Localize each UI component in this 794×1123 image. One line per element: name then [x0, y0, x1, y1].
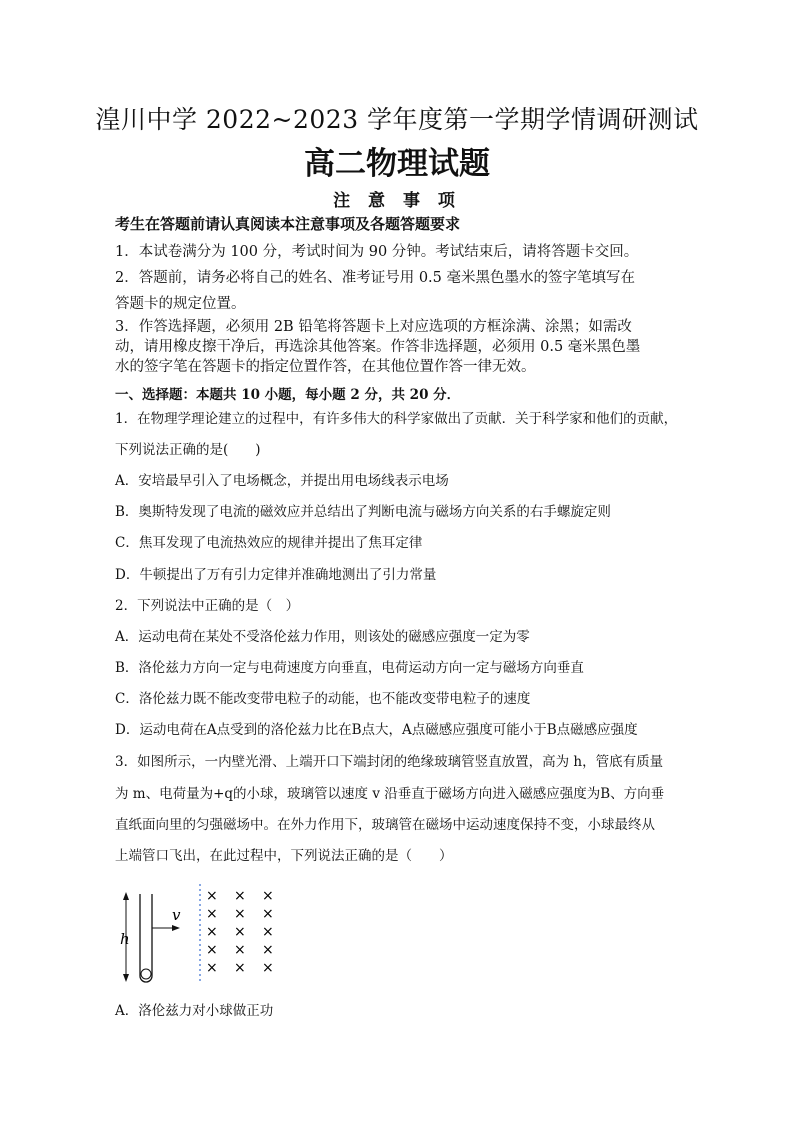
question-2-option-c: C．洛伦兹力既不能改变带电粒子的动能，也不能改变带电粒子的速度: [115, 691, 531, 707]
school-exam-line: 湟川中学 2022~2023 学年度第一学期学情调研测试: [95, 105, 699, 134]
arrow-down-icon: [123, 974, 129, 982]
question-3-stem: 直纸面向里的匀强磁场中。在外力作用下，玻璃管在磁场中运动速度保持不变，小球最终从: [115, 817, 655, 833]
notice-heading: 考生在答题前请认真阅读本注意事项及各题答题要求: [115, 215, 461, 233]
magnetic-field-marks: [206, 888, 274, 976]
question-1-option-c: C．焦耳发现了电流热效应的规律并提出了焦耳定律: [115, 535, 423, 551]
magnetic-field-tube-figure: [110, 884, 280, 984]
velocity-label: v: [172, 906, 181, 924]
question-2-option-a: A．运动电荷在某处不受洛伦兹力作用，则该处的磁感应强度一定为零: [115, 629, 530, 645]
notice-line: 答题卡的规定位置。: [115, 296, 246, 312]
field-cross-mark: ×: [234, 888, 246, 904]
notice-title: 注 意 事 项: [333, 191, 461, 211]
field-cross-mark: ×: [206, 888, 218, 904]
question-2-option-d: D．运动电荷在A点受到的洛伦兹力比在B点大，A点磁感应强度可能小于B点磁感应强度: [115, 722, 638, 738]
question-3-option-a: A．洛伦兹力对小球做正功: [115, 1003, 274, 1019]
section-title: 一、选择题：本题共 10 小题，每小题 2 分，共 20 分．: [115, 387, 461, 403]
question-1-option-b: B．奥斯特发现了电流的磁效应并总结出了判断电流与磁场方向关系的右手螺旋定则: [115, 504, 611, 520]
field-cross-mark: ×: [206, 942, 218, 958]
notice-line: 1．本试卷满分为 100 分，考试时间为 90 分钟。考试结束后，请将答题卡交回。: [115, 244, 639, 260]
question-3-stem: 上端管口飞出，在此过程中，下列说法正确的是（ ）: [115, 848, 453, 864]
field-cross-mark: ×: [234, 960, 246, 976]
field-cross-mark: ×: [262, 888, 274, 904]
field-cross-mark: ×: [262, 924, 274, 940]
field-cross-mark: ×: [234, 942, 246, 958]
field-cross-mark: ×: [234, 924, 246, 940]
height-label: h: [120, 930, 130, 948]
question-1-stem: 下列说法正确的是( ): [115, 442, 261, 458]
question-1-option-a: A．安培最早引入了电场概念，并提出用电场线表示电场: [115, 473, 449, 489]
question-1-option-d: D．牛顿提出了万有引力定律并准确地测出了引力常量: [115, 567, 437, 583]
field-cross-mark: ×: [234, 906, 246, 922]
notice-line: 3．作答选择题，必须用 2B 铅笔将答题卡上对应选项的方框涂满、涂黑；如需改: [115, 319, 632, 335]
question-3-stem: 3．如图所示，一内壁光滑、上端开口下端封闭的绝缘玻璃管竖直放置，高为 h，管底有质量: [115, 754, 664, 770]
field-cross-mark: ×: [206, 906, 218, 922]
arrow-up-icon: [123, 892, 129, 900]
question-2-option-b: B．洛伦兹力方向一定与电荷速度方向垂直，电荷运动方向一定与磁场方向垂直: [115, 660, 584, 676]
question-2-stem: 2．下列说法中正确的是（ ）: [115, 598, 300, 614]
charged-ball: [141, 969, 151, 979]
field-cross-mark: ×: [206, 924, 218, 940]
field-cross-mark: ×: [262, 960, 274, 976]
arrow-right-icon: [172, 925, 180, 931]
notice-line: 动，请用橡皮擦干净后，再选涂其他答案。作答非选择题，必须用 0.5 毫米黑色墨: [115, 339, 641, 355]
field-cross-mark: ×: [206, 960, 218, 976]
notice-line: 水的签字笔在答题卡的指定位置作答，在其他位置作答一律无效。: [115, 359, 536, 375]
field-cross-mark: ×: [262, 942, 274, 958]
notice-line: 2．答题前，请务必将自己的姓名、准考证号用 0.5 毫米黑色墨水的签字笔填写在: [115, 270, 636, 286]
question-1-stem: 1．在物理学理论建立的过程中，有许多伟大的科学家做出了贡献．关于科学家和他们的贡献，: [115, 411, 678, 427]
subject-title: 高二物理试题: [304, 146, 490, 182]
field-cross-mark: ×: [262, 906, 274, 922]
question-3-stem: 为 m、电荷量为+q的小球，玻璃管以速度 v 沿垂直于磁场方向进入磁感应强度为B、方向垂: [115, 786, 665, 802]
